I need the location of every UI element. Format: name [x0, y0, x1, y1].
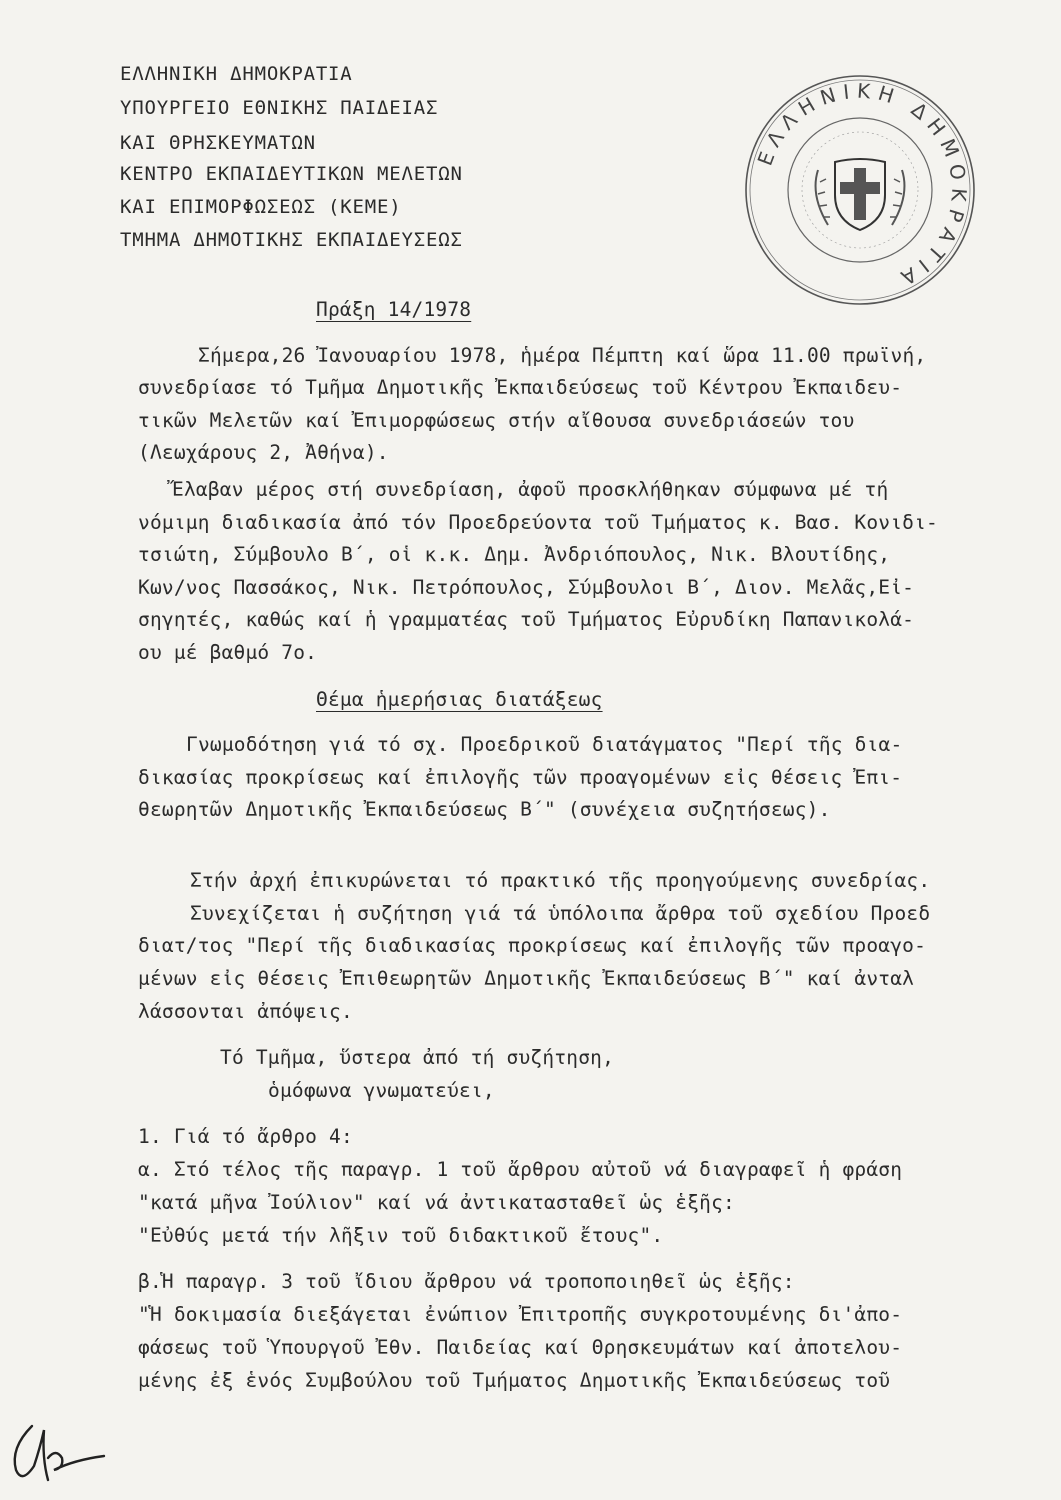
- article-line: "Ἡ δοκιμασία διεξάγεται ἐνώπιον Ἐπιτροπῆς συγκροτουμένης δι'ἀπο-: [138, 1303, 903, 1326]
- attendance-line: Ἔλαβαν μέρος στή συνεδρίαση, ἀφοῦ προσκλήθηκαν σύμφωνα μέ τή: [172, 478, 889, 501]
- body-line: λάσσονται ἀπόψεις.: [138, 1000, 353, 1023]
- article-line: β.Ἡ παραγρ. 3 τοῦ ἴδιου ἄρθρου νά τροποποιηθεῖ ὡς ἑξῆς:: [138, 1270, 795, 1293]
- attendance-line: νόμιμη διαδικασία ἀπό τόν Προεδρεύοντα τοῦ Τμήματος κ. Βασ. Κονιδι-: [138, 511, 938, 534]
- article-line: α. Στό τέλος τῆς παραγρ. 1 τοῦ ἄρθρου αὐτοῦ νά διαγραφεῖ ἡ φράση: [138, 1158, 903, 1181]
- intro-line: τικῶν Μελετῶν καί Ἐπιμορφώσεως στήν αἴθουσα συνεδριάσεών του: [138, 409, 855, 432]
- attendance-line: σηγητές, καθώς καί ἡ γραμματέας τοῦ Τμήματος Εὐρυδίκη Παπανικολά-: [138, 608, 915, 631]
- body-line: Στήν ἀρχή ἐπικυρώνεται τό πρακτικό τῆς προηγούμενης συνεδρίας.: [190, 869, 931, 892]
- header-line: ΥΠΟΥΡΓΕΙΟ ΕΘΝΙΚΗΣ ΠΑΙΔΕΙΑΣ: [120, 97, 439, 119]
- decision-line: ὁμόφωνα γνωματεύει,: [268, 1079, 495, 1102]
- article-line: φάσεως τοῦ Ὑπουργοῦ Ἐθν. Παιδείας καί Θρησκευμάτων καί ἀποτελου-: [138, 1336, 903, 1359]
- handwritten-signature: [4, 1418, 114, 1488]
- decision-line: Τό Τμῆμα, ὕστερα ἀπό τή συζήτηση,: [220, 1046, 615, 1069]
- body-line: Συνεχίζεται ἡ συζήτηση γιά τά ὑπόλοιπα ἄρθρα τοῦ σχεδίου Προεδ: [190, 902, 931, 925]
- body-line: διατ/τος "Περί τῆς διαδικασίας προκρίσεως καί ἐπιλογῆς τῶν προαγο-: [138, 934, 927, 957]
- intro-line: Σήμερα,26 Ἰανουαρίου 1978, ἡμέρα Πέμπτη καί ὥρα 11.00 πρωϊνή,: [198, 344, 927, 367]
- article-line: "Εὐθύς μετά τήν λῆξιν τοῦ διδακτικοῦ ἔτους".: [138, 1224, 664, 1247]
- page-title: Πράξη 14/1978: [316, 298, 472, 321]
- header-line: ΤΜΗΜΑ ΔΗΜΟΤΙΚΗΣ ΕΚΠΑΙΔΕΥΣΕΩΣ: [120, 229, 463, 251]
- agenda-heading: Θέμα ἡμερήσιας διατάξεως: [316, 688, 603, 711]
- attendance-line: Κων/νος Πασσάκος, Νικ. Πετρόπουλος, Σύμβουλοι Β΄, Διον. Μελᾶς,Εἰ-: [138, 576, 915, 599]
- article-line: μένης ἐξ ἑνός Συμβούλου τοῦ Τμήματος Δημοτικῆς Ἐκπαιδεύσεως τοῦ: [138, 1369, 891, 1392]
- attendance-line: τσιώτη, Σύμβουλο Β΄, οἱ κ.κ. Δημ. Ἀνδριόπουλος, Νικ. Βλουτίδης,: [138, 543, 891, 566]
- agenda-line: Γνωμοδότηση γιά τό σχ. Προεδρικοῦ διατάγματος "Περί τῆς δια-: [186, 733, 903, 756]
- intro-line: (Λεωχάρους 2, Ἀθήνα).: [138, 441, 389, 464]
- agenda-line: δικασίας προκρίσεως καί ἐπιλογῆς τῶν προαγομένων εἰς θέσεις Ἐπι-: [138, 766, 903, 789]
- article-line: 1. Γιά τό ἄρθρο 4:: [138, 1125, 353, 1148]
- header-line: ΚΑΙ ΕΠΙΜΟΡΦΩΣΕΩΣ (ΚΕΜΕ): [120, 196, 402, 218]
- coat-of-arms-icon: [816, 159, 905, 230]
- seal-text: ΕΛΛΗΝΙΚΗ ΔΗΜΟΚΡΑΤΙΑ: [752, 78, 972, 294]
- attendance-line: ου μέ βαθμό 7ο.: [138, 641, 318, 664]
- intro-line: συνεδρίασε τό Τμῆμα Δημοτικῆς Ἐκπαιδεύσεως τοῦ Κέντρου Ἐκπαιδευ-: [138, 376, 903, 399]
- state-seal-stamp: [740, 70, 980, 310]
- header-line: ΕΛΛΗΝΙΚΗ ΔΗΜΟΚΡΑΤΙΑ: [120, 63, 353, 85]
- article-line: "κατά μῆνα Ἰούλιον" καί νά ἀντικατασταθεῖ ὡς ἑξῆς:: [138, 1191, 735, 1214]
- body-line: μένων εἰς θέσεις Ἐπιθεωρητῶν Δημοτικῆς Ἐκπαιδεύσεως Β΄" καί ἀνταλ: [138, 967, 915, 990]
- agenda-line: θεωρητῶν Δημοτικῆς Ἐκπαιδεύσεως Β΄" (συνέχεια συζητήσεως).: [138, 798, 831, 821]
- header-line: ΚΑΙ ΘΡΗΣΚΕΥΜΑΤΩΝ: [120, 132, 316, 154]
- header-line: ΚΕΝΤΡΟ ΕΚΠΑΙΔΕΥΤΙΚΩΝ ΜΕΛΕΤΩΝ: [120, 163, 463, 185]
